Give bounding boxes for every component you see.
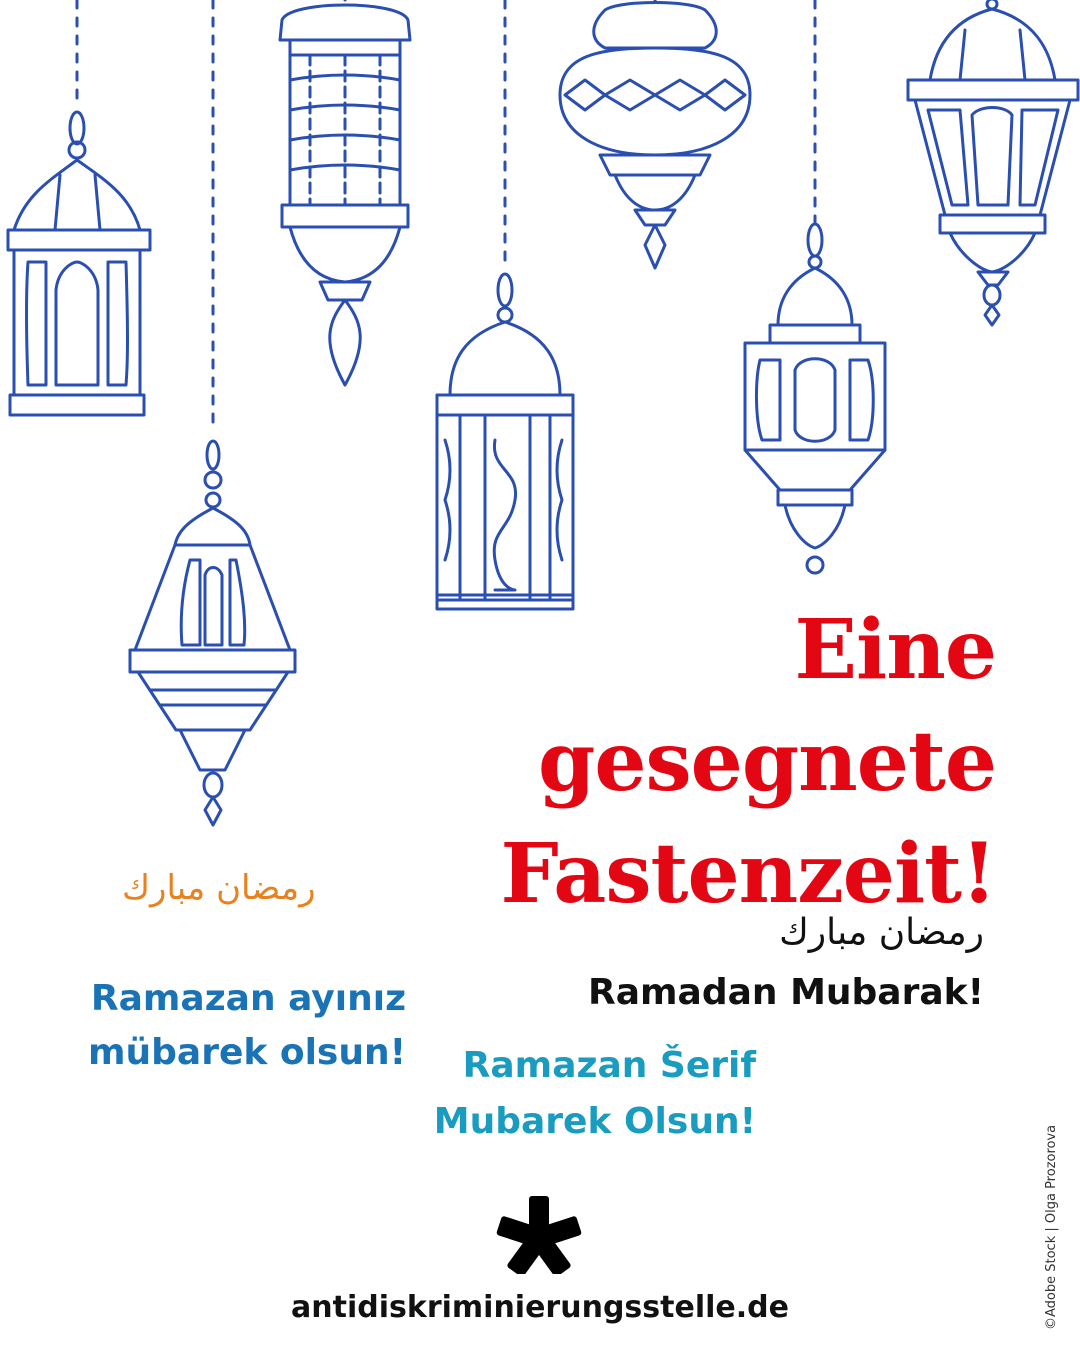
headline-line-3: Fastenzeit! [500,826,996,922]
turkish-greeting-2-line-2: Mubarek Olsun! [433,1101,756,1142]
turkish-greeting-1-line-2: mübarek olsun! [88,1032,407,1073]
lantern-2-icon [130,441,295,825]
headline-line-1: Eine [794,602,996,698]
turkish-greeting-2 [434,1038,756,1150]
photo-credit: ©Adobe Stock | Olga Prozorova [1044,1124,1059,1330]
arabic-greeting-primary: رمضان مبارك [779,912,984,953]
turkish-greeting-2-line-1: Ramazan Šerif [462,1045,756,1086]
headline-line-2: gesegnete [537,714,996,810]
lantern-4-icon [437,274,573,609]
lantern-7-icon [908,0,1078,325]
arabic-greeting-secondary: رمضان مبارك [122,868,316,908]
lantern-3-icon [280,5,410,385]
headline [501,594,996,930]
website-link[interactable]: antidiskriminierungsstelle.de [291,1290,789,1325]
lantern-6-icon [745,224,885,573]
lantern-5-icon [560,3,750,269]
asterisk-icon [496,1196,582,1274]
turkish-greeting-1 [88,972,406,1080]
lantern-1-icon [8,112,150,415]
english-greeting: Ramadan Mubarak! [588,972,984,1013]
turkish-greeting-1-line-1: Ramazan ayınız [90,978,407,1019]
